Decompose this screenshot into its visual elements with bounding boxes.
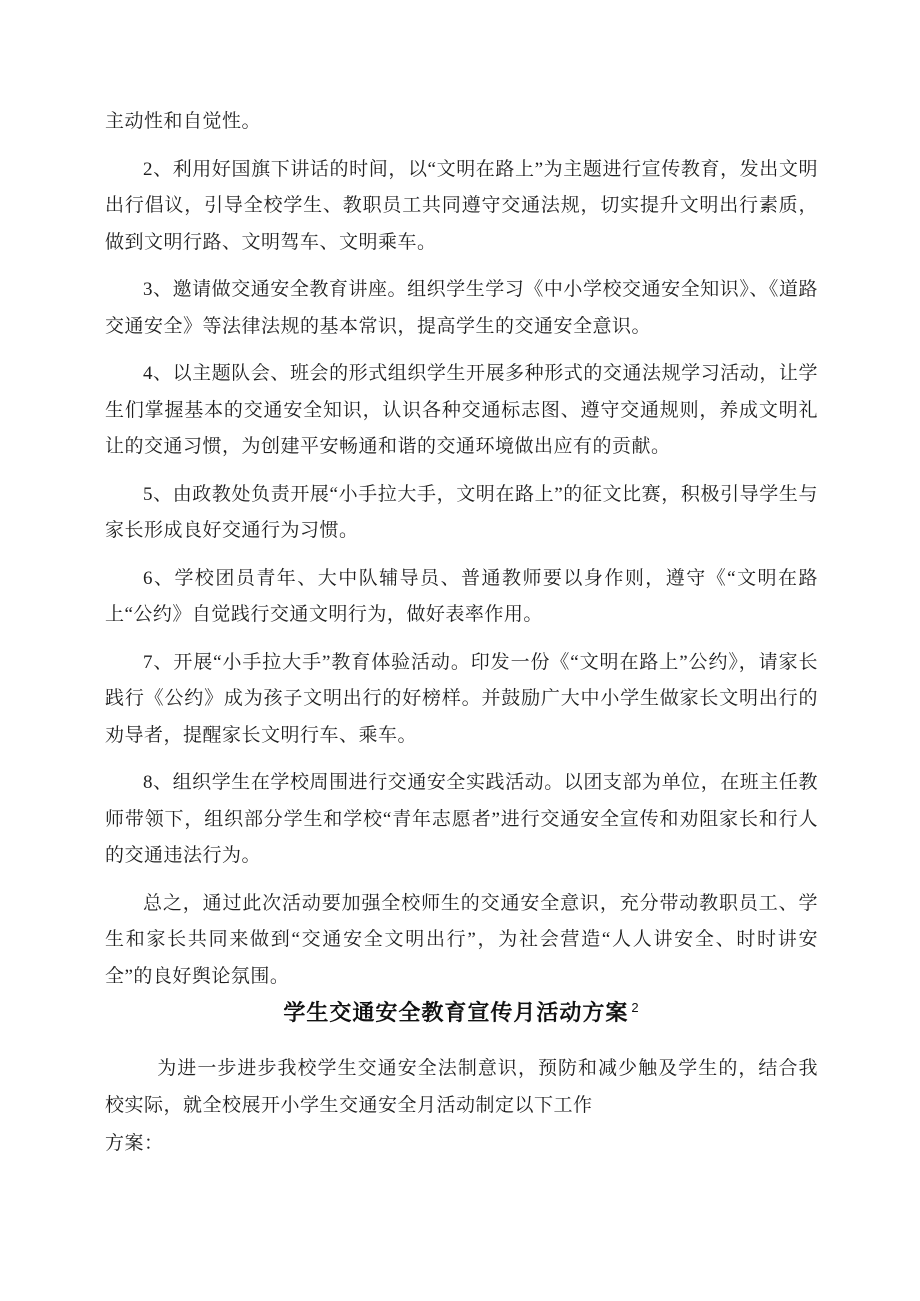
paragraph: 2、利用好国旗下讲话的时间，以“文明在路上”为主题进行宣传教育，发出文明出行倡议，引导全校学生、教职员工共同遵守交通法规，切实提升文明出行素质，做到文明行路、文明驾车、文明乘车。 xyxy=(105,158,818,253)
paragraph: 5、由政教处负责开展“小手拉大手，文明在路上”的征文比赛，积极引导学生与家长形成良好交通行为习惯。 xyxy=(105,483,818,541)
paragraph: 方案： xyxy=(105,1133,164,1154)
document-body xyxy=(105,104,818,995)
section-heading xyxy=(105,995,818,1031)
paragraph: 7、开展“小手拉大手”教育体验活动。印发一份《“文明在路上”公约》，请家长践行《公约》成为孩子文明出行的好榜样。并鼓励广大中小学生做家长文明出行的劝导者，提醒家长文明行车、乘车。 xyxy=(105,651,818,746)
paragraph: 4、以主题队会、班会的形式组织学生开展多种形式的交通法规学习活动，让学生们掌握基本的交通安全知识，认识各种交通标志图、遵守交通规则，养成文明礼让的交通习惯，为创建平安畅通和谐的交通环境做出应有的贡献。 xyxy=(105,363,818,457)
paragraph: 8、组织学生在学校周围进行交通安全实践活动。以团支部为单位，在班主任教师带领下，组织部分学生和学校“青年志愿者”进行交通安全宣传和劝阻家长和行人的交通违法行为。 xyxy=(105,772,818,866)
section-heading-text: 学生交通安全教育宣传月活动方案 xyxy=(283,1000,629,1025)
document-intro xyxy=(105,1051,818,1163)
section-heading-superscript: 2 xyxy=(631,999,640,1015)
paragraph: 主动性和自觉性。 xyxy=(105,111,262,132)
paragraph: 为进一步进步我校学生交通安全法制意识，预防和减少触及学生的，结合我校实际，就全校展开小学生交通安全月活动制定以下工作 xyxy=(105,1058,818,1116)
paragraph: 总之，通过此次活动要加强全校师生的交通安全意识，充分带动教职员工、学生和家长共同来做到“交通安全文明出行”，为社会营造“人人讲安全、时时讲安全”的良好舆论氛围。 xyxy=(105,892,818,987)
paragraph: 3、邀请做交通安全教育讲座。组织学生学习《中小学校交通安全知识》、《道路交通安全》等法律法规的基本常识，提高学生的交通安全意识。 xyxy=(105,279,818,337)
paragraph: 6、学校团员青年、大中队辅导员、普通教师要以身作则，遵守《“文明在路上“公约》自觉践行交通文明行为，做好表率作用。 xyxy=(105,567,818,625)
